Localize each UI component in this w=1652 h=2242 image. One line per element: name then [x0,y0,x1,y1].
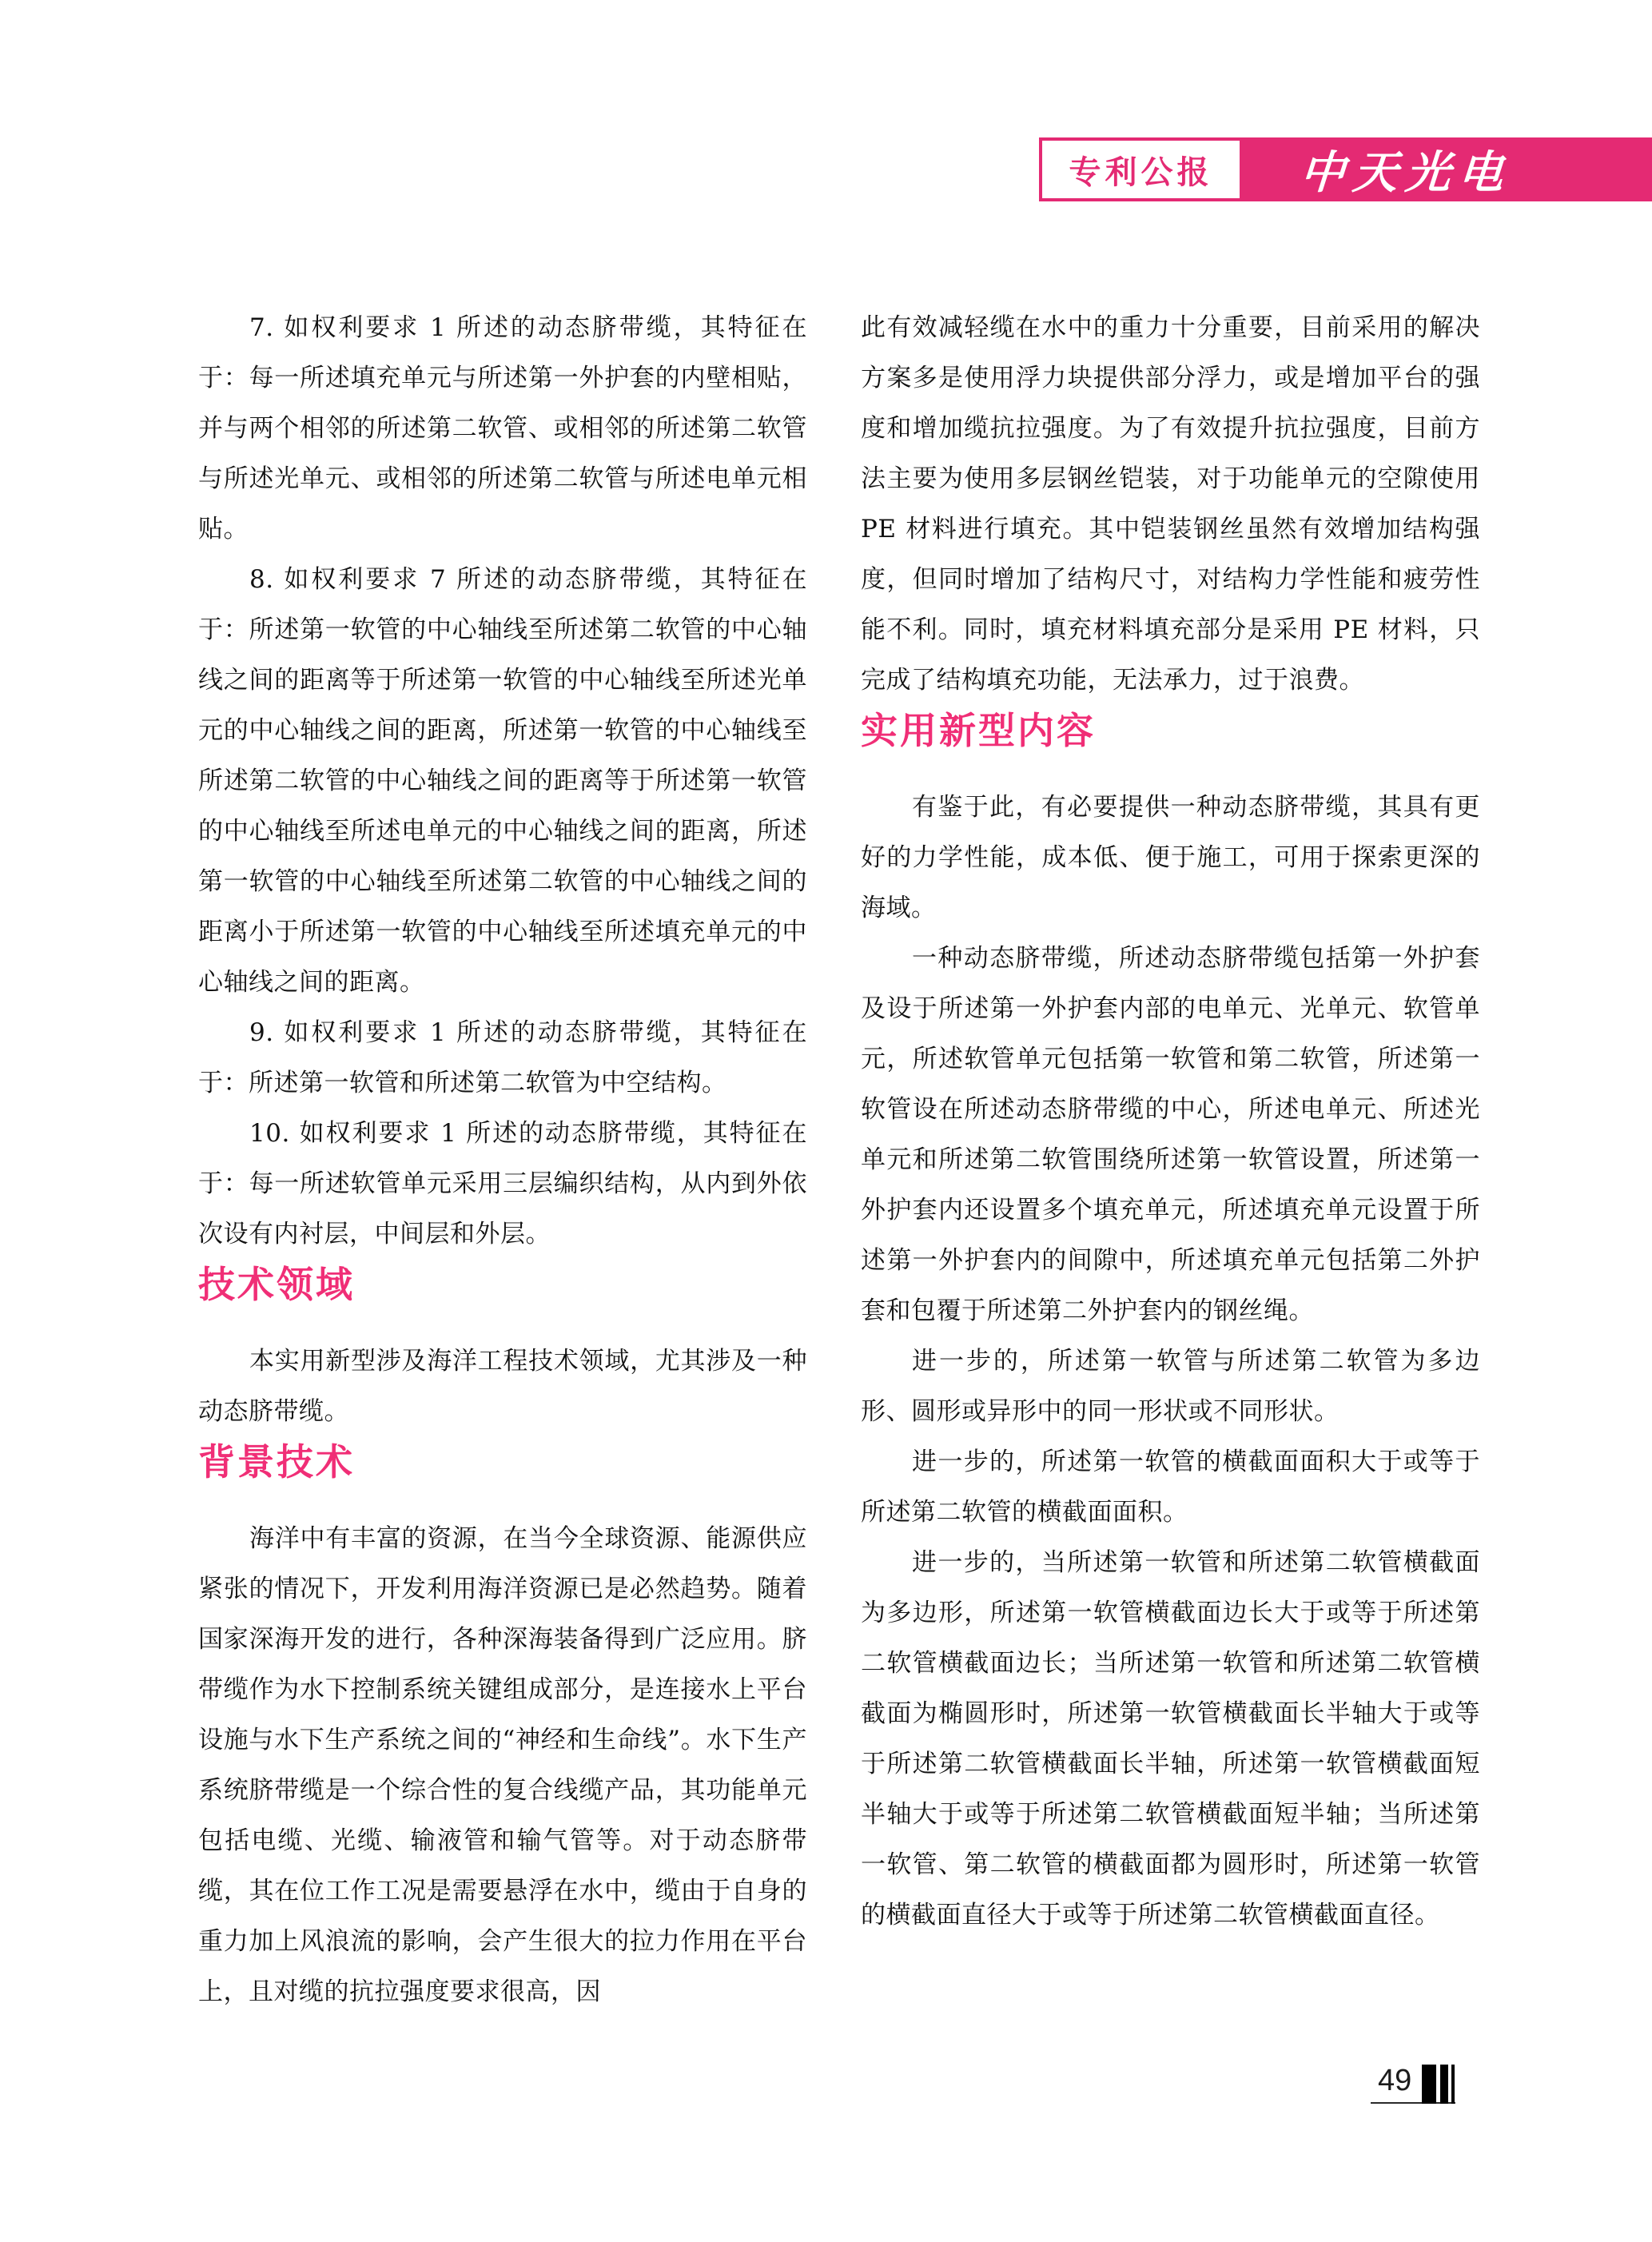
left-column [198,303,807,2017]
page-marker-bar-icon [1440,2065,1448,2104]
paragraph: 进一步的，所述第一软管与所述第二软管为多边形、圆形或异形中的同一形状或不同形状。 [861,1347,1480,1426]
paragraph: 进一步的，当所述第一软管和所述第二软管横截面为多边形，所述第一软管横截面边长大于或等于所述第二软管横截面边长；当所述第一软管和所述第二软管横截面为椭圆形时，所述第一软管横截面长半轴大于或等于所述第二软管横截面长半轴，所述第一软管横截面短半轴大于或等于所述第二软管横截面短半轴；当所述第一软管、第二软管的横截面都为圆形时，所述第一软管的横截面直径大于或等于所述第二软管横截面直径。 [861,1548,1480,1929]
section-heading: 背景技术 [198,1440,355,1483]
brand-logo: 中天光电 [1298,146,1514,199]
page-marker-bar-icon [1422,2065,1436,2104]
brand-band [1243,137,1652,201]
paragraph: 本实用新型涉及海洋工程技术领域，尤其涉及一种动态脐带缆。 [198,1347,807,1426]
paragraph: 此有效减轻缆在水中的重力十分重要，目前采用的解决方案多是使用浮力块提供部分浮力，或是增加平台的强度和增加缆抗拉强度。为了有效提升抗拉强度，目前方法主要为使用多层钢丝铠装，对于功能单元的空隙使用 PE 材料进行填充。其中铠装钢丝虽然有效增加结构强度，但同时增加了结构尺寸，对结构力学性能和疲劳性能不利。同时，填充材料填充部分是采用 PE 材料，只完成了结构填充功能，无法承力，过于浪费。 [861,313,1480,695]
paragraph: 9. 如权利要求 1 所述的动态脐带缆，其特征在于：所述第一软管和所述第二软管为中空结构。 [198,1018,807,1097]
gazette-badge-label: 专利公报 [1069,154,1213,190]
right-column [861,303,1480,1941]
page-marker-bar-icon [1451,2065,1455,2104]
paragraph: 有鉴于此，有必要提供一种动态脐带缆，其具有更好的力学性能，成本低、便于施工，可用于探索更深的海域。 [861,793,1480,922]
paragraph: 10. 如权利要求 1 所述的动态脐带缆，其特征在于：每一所述软管单元采用三层编织结构，从内到外依次设有内衬层，中间层和外层。 [198,1119,807,1248]
paragraph: 进一步的，所述第一软管的横截面面积大于或等于所述第二软管的横截面面积。 [861,1448,1480,1527]
gazette-badge [1039,137,1243,201]
paragraph: 海洋中有丰富的资源，在当今全球资源、能源供应紧张的情况下，开发利用海洋资源已是必然趋势。随着国家深海开发的进行，各种深海装备得到广泛应用。脐带缆作为水下控制系统关键组成部分，是连接水上平台设施与水下生产系统之间的“神经和生命线”。水下生产系统脐带缆是一个综合性的复合线缆产品，其功能单元包括电缆、光缆、输液管和输气管等。对于动态脐带缆，其在位工作工况是需要悬浮在水中，缆由于自身的重力加上风浪流的影响，会产生很大的拉力作用在平台上，且对缆的抗拉强度要求很高，因 [198,1524,807,2006]
section-heading: 技术领域 [198,1263,355,1306]
paragraph: 8. 如权利要求 7 所述的动态脐带缆，其特征在于：所述第一软管的中心轴线至所述第二软管的中心轴线之间的距离等于所述第一软管的中心轴线至所述光单元的中心轴线之间的距离，所述第一软管的中心轴线至所述第二软管的中心轴线之间的距离等于所述第一软管的中心轴线至所述电单元的中心轴线之间的距离，所述第一软管的中心轴线至所述第二软管的中心轴线之间的距离小于所述第一软管的中心轴线至所述填充单元的中心轴线之间的距离。 [198,565,807,997]
page-number: 49 [1378,2064,1412,2097]
paragraph: 7. 如权利要求 1 所述的动态脐带缆，其特征在于：每一所述填充单元与所述第一外护套的内壁相贴，并与两个相邻的所述第二软管、或相邻的所述第二软管与所述光单元、或相邻的所述第二软管与所述电单元相贴。 [198,313,807,544]
section-heading: 实用新型内容 [861,709,1096,752]
paragraph: 一种动态脐带缆，所述动态脐带缆包括第一外护套及设于所述第一外护套内部的电单元、光单元、软管单元，所述软管单元包括第一软管和第二软管，所述第一软管设在所述动态脐带缆的中心，所述电单元、所述光单元和所述第二软管围绕所述第一软管设置，所述第一外护套内还设置多个填充单元，所述填充单元设置于所述第一外护套内的间隙中，所述填充单元包括第二外护套和包覆于所述第二外护套内的钢丝绳。 [861,944,1480,1325]
